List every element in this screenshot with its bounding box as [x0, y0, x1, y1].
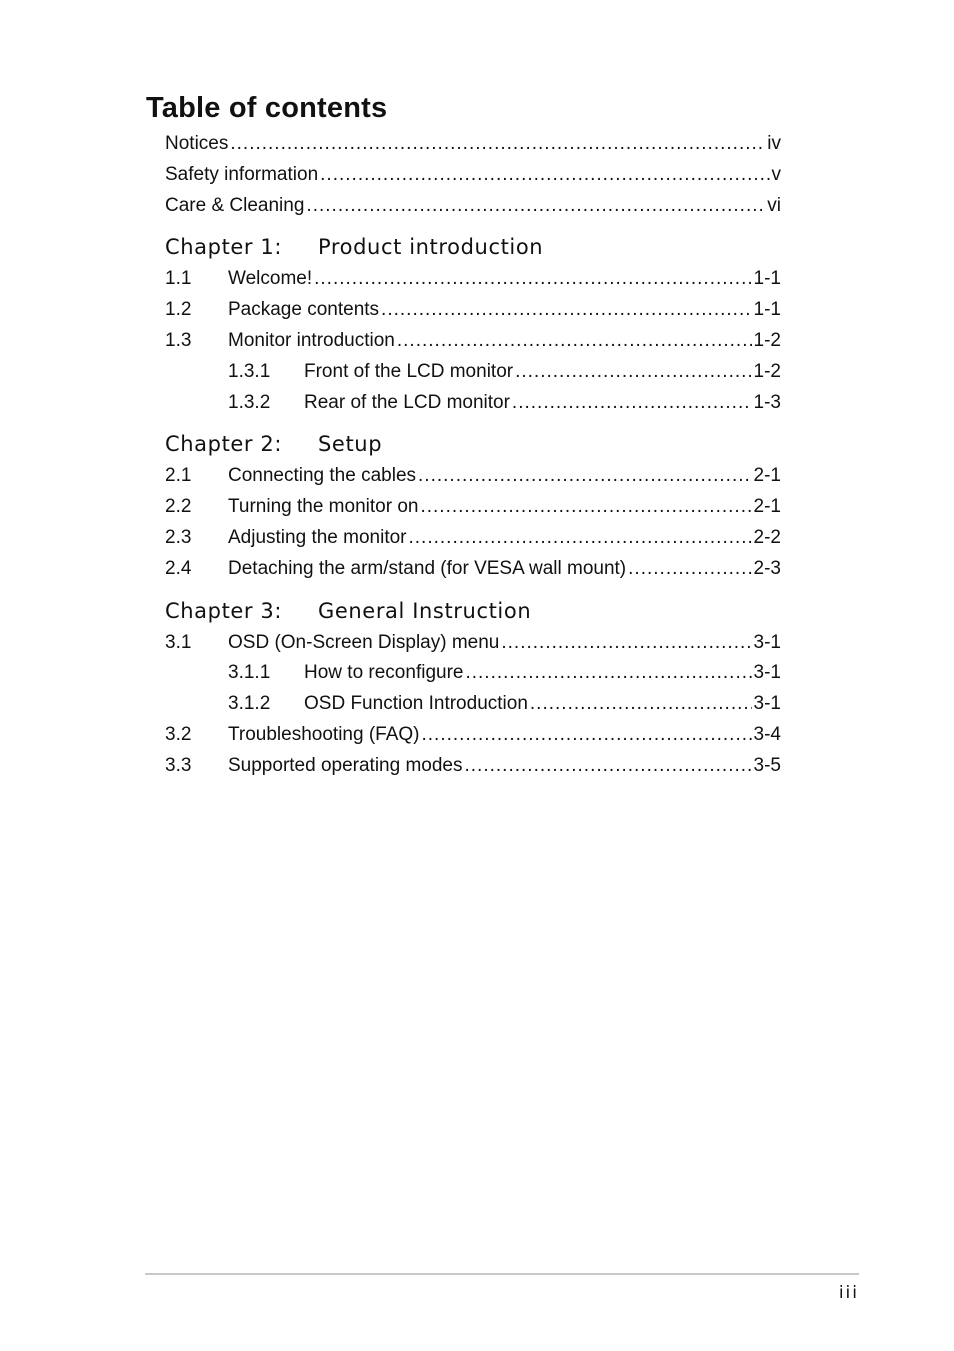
toc-entry-2-4[interactable] — [165, 554, 781, 585]
toc-entry-1-3-2[interactable] — [165, 388, 781, 419]
toc-entry-number: 2.2 — [165, 496, 192, 518]
toc-entry-text: Rear of the LCD monitor — [304, 391, 510, 413]
toc-entry-number: 1.3.1 — [228, 360, 271, 382]
dot-leader — [465, 751, 752, 782]
footer-divider — [145, 1273, 859, 1275]
toc-entry-text: Monitor introduction — [228, 329, 395, 351]
toc-entry-number: 1.3 — [165, 329, 192, 351]
toc-entry-page: v — [771, 163, 781, 185]
toc-entry-number: 1.1 — [165, 268, 192, 290]
toc-entry-text: Connecting the cables — [228, 465, 417, 487]
toc-entry-text: Detaching the arm/stand (for VESA wall mount) — [228, 557, 627, 579]
toc-entry-page: 1-1 — [753, 299, 781, 321]
toc-entry-page: 2-1 — [753, 496, 781, 518]
toc-entry-3-2[interactable] — [165, 720, 781, 751]
toc-entry-page: 1-3 — [753, 391, 781, 413]
dot-leader — [306, 191, 765, 222]
toc-entry-number: 3.1 — [165, 631, 192, 653]
toc-entry-3-1-2[interactable] — [165, 689, 781, 720]
toc-entry-number: 3.3 — [165, 754, 192, 776]
dot-leader — [314, 264, 751, 295]
dot-leader — [397, 326, 752, 357]
chapter-label: Chapter 2: — [165, 432, 283, 457]
toc-entry-2-3[interactable] — [165, 523, 781, 554]
toc-entry-number: 2.4 — [165, 557, 192, 579]
toc-entry-page: vi — [767, 194, 781, 216]
toc-entry-text: OSD Function Introduction — [304, 693, 528, 715]
chapter-label: Chapter 3: — [165, 598, 283, 623]
toc-entry-text: Turning the monitor on — [228, 496, 419, 518]
toc-entry-1-2[interactable] — [165, 295, 781, 326]
toc-entry-1-3[interactable] — [165, 326, 781, 357]
toc-entry-notices[interactable] — [165, 129, 781, 160]
toc-entry-number: 2.3 — [165, 526, 192, 548]
toc-entry-text: Adjusting the monitor — [228, 526, 407, 548]
toc-entry-page: 3-1 — [753, 693, 781, 715]
dot-leader — [515, 357, 751, 388]
toc-entry-page: 1-2 — [753, 329, 781, 351]
dot-leader — [501, 628, 751, 659]
toc-entry-text: Troubleshooting (FAQ) — [228, 723, 420, 745]
toc-entry-3-1[interactable] — [165, 628, 781, 659]
toc-entry-text: Front of the LCD monitor — [304, 360, 514, 382]
chapter-title: General Instruction — [318, 598, 532, 623]
toc-entry-number: 2.1 — [165, 465, 192, 487]
dot-leader — [320, 160, 769, 191]
toc-entry-page: 3-1 — [753, 631, 781, 653]
toc-entry-number: 1.2 — [165, 299, 192, 321]
toc-entry-text: Care & Cleaning — [165, 194, 305, 216]
toc-entry-page: iv — [767, 133, 781, 154]
toc-entry-page: 1-1 — [753, 268, 781, 290]
toc-entry-text: Safety information — [165, 163, 319, 185]
dot-leader — [422, 720, 752, 751]
toc-entry-text: Welcome! — [228, 268, 313, 290]
toc-list — [165, 129, 781, 782]
toc-entry-page: 2-2 — [753, 526, 781, 548]
chapter-heading-1[interactable] — [165, 232, 781, 262]
toc-entry-care-cleaning[interactable] — [165, 191, 781, 222]
toc-entry-number: 1.3.2 — [228, 391, 271, 413]
toc-entry-number: 3.1.2 — [228, 693, 271, 715]
dot-leader — [420, 492, 751, 523]
dot-leader — [530, 689, 752, 720]
chapter-heading-3[interactable] — [165, 596, 781, 626]
toc-entry-1-3-1[interactable] — [165, 357, 781, 388]
toc-entry-page: 3-4 — [753, 723, 781, 745]
toc-entry-page: 2-3 — [753, 557, 781, 579]
toc-entry-1-1[interactable] — [165, 264, 781, 295]
dot-leader — [512, 388, 752, 419]
toc-entry-number: 3.2 — [165, 723, 192, 745]
toc-entry-3-3[interactable] — [165, 751, 781, 782]
dot-leader — [230, 129, 765, 160]
chapter-heading-2[interactable] — [165, 429, 781, 459]
toc-entry-3-1-1[interactable] — [165, 658, 781, 689]
toc-entry-text: How to reconfigure — [304, 662, 464, 684]
dot-leader — [409, 523, 752, 554]
page-title: Table of contents — [146, 92, 388, 124]
chapter-title: Setup — [318, 432, 383, 457]
dot-leader — [418, 461, 752, 492]
toc-entry-page: 3-1 — [753, 662, 781, 684]
toc-entry-text: Supported operating modes — [228, 754, 463, 776]
toc-entry-page: 3-5 — [753, 754, 781, 776]
toc-entry-safety-information[interactable] — [165, 160, 781, 191]
dot-leader — [628, 554, 751, 585]
toc-entry-text: OSD (On-Screen Display) menu — [228, 631, 500, 653]
toc-entry-text: Package contents — [228, 299, 380, 321]
chapter-label: Chapter 1: — [165, 235, 283, 260]
toc-entry-2-1[interactable] — [165, 461, 781, 492]
toc-entry-2-2[interactable] — [165, 492, 781, 523]
toc-entry-page: 1-2 — [753, 360, 781, 382]
chapter-title: Product introduction — [318, 235, 544, 260]
dot-leader — [465, 658, 751, 689]
toc-entry-text: Notices — [165, 133, 229, 154]
toc-entry-page: 2-1 — [753, 465, 781, 487]
toc-entry-number: 3.1.1 — [228, 662, 271, 684]
dot-leader — [381, 295, 751, 326]
page-number: iii — [838, 1283, 859, 1303]
